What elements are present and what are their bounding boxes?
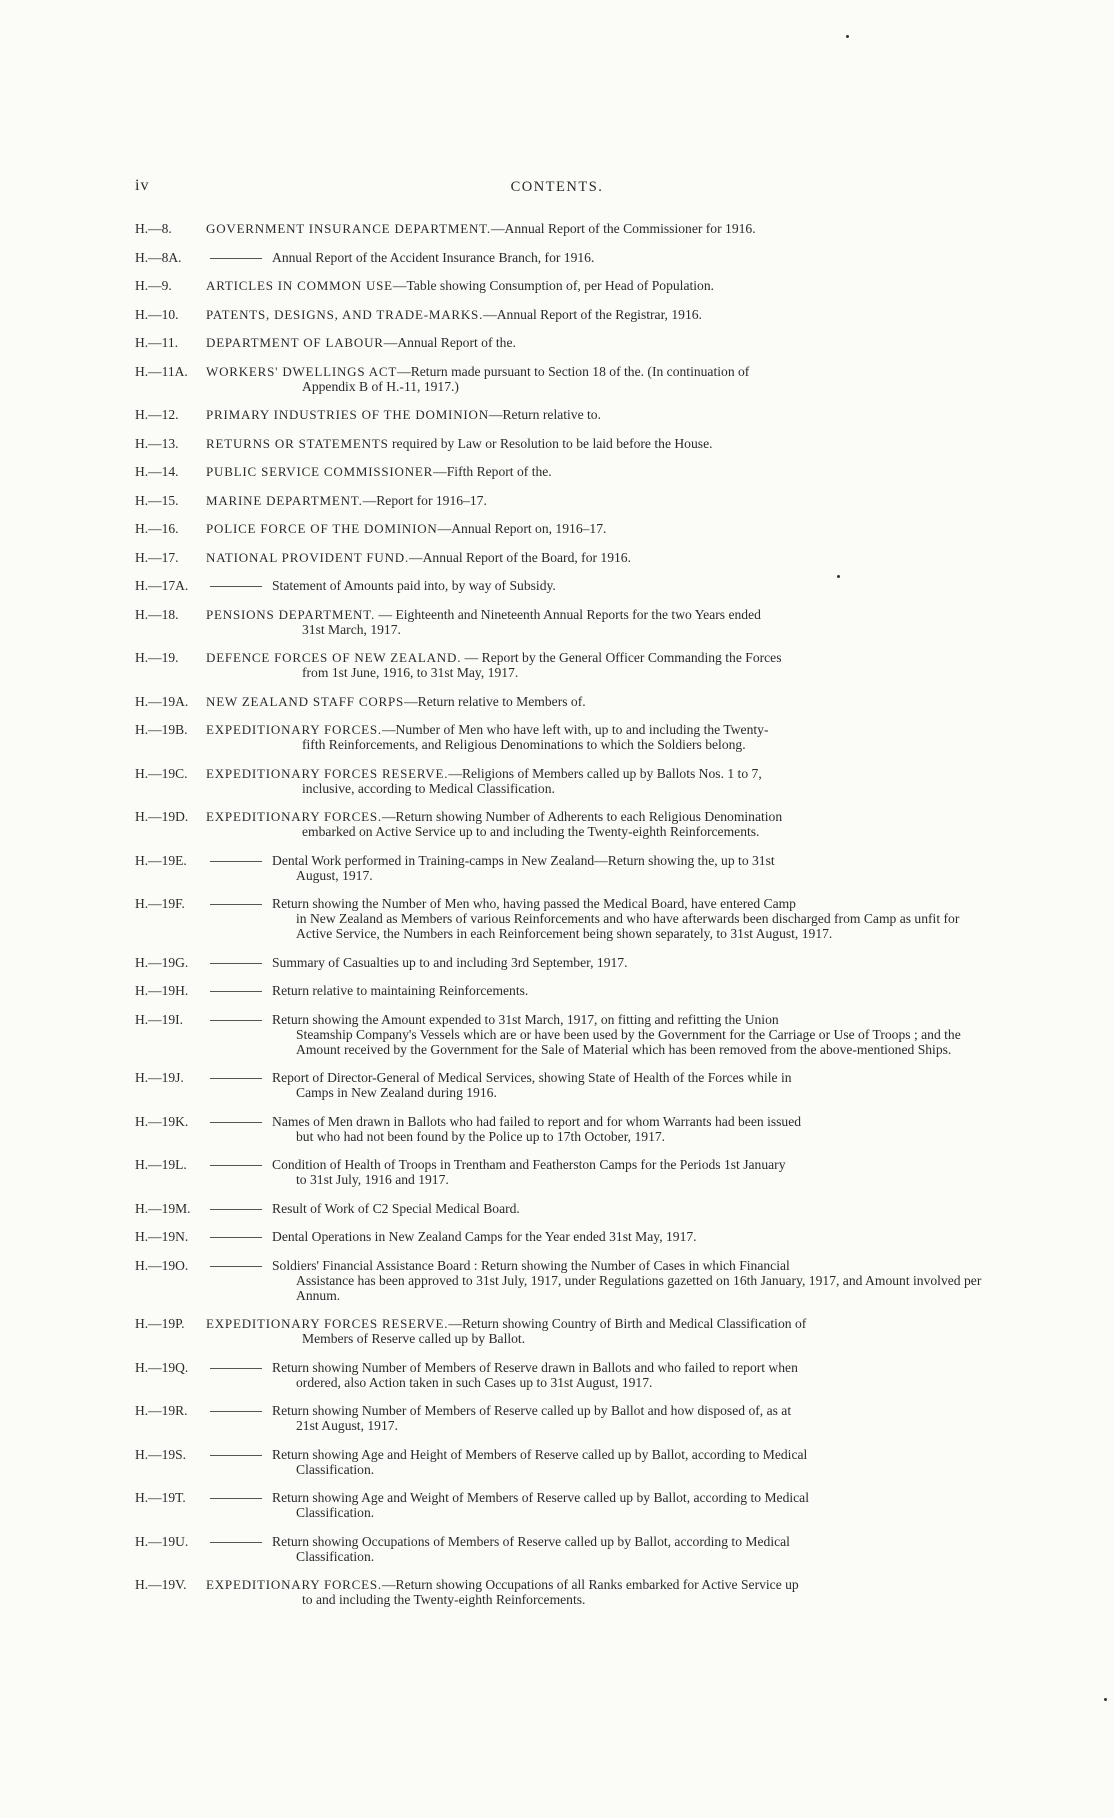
entry-continuation: ordered, also Action taken in such Cases up to 31st August, 1917. [296,1374,653,1390]
ditto-rule [210,1237,262,1238]
entry-text: —Annual Report on, 1916–17. [437,521,607,536]
entry-continuation: Appendix B of H.-11, 1917.) [302,378,459,394]
ditto-rule [210,861,262,862]
ditto-rule [210,586,262,587]
contents-entry [135,955,990,970]
paper-code: H.—8. [135,221,172,236]
entry-description [272,1258,990,1303]
entry-description [206,607,990,637]
contents-entry [135,1360,990,1390]
entry-heading: EXPEDITIONARY FORCES RESERVE. [206,765,449,781]
entry-continuation: August, 1917. [296,867,373,883]
entry-text: —Religions of Members called up by Ballots Nos. 1 to 7, [448,765,762,781]
entry-continuation: Camps in New Zealand during 1916. [296,1085,497,1100]
entry-description [272,1114,990,1144]
entry-description [272,1157,990,1187]
entry-continuation: inclusive, according to Medical Classification. [302,780,555,796]
entry-description [272,955,990,970]
entry-description [206,694,990,709]
contents-entry [135,407,990,422]
contents-entry [135,364,990,394]
entry-text: Summary of Casualties up to and including 3rd September, 1917. [272,954,628,970]
contents-entry [135,1534,990,1564]
entry-text: —Return showing Country of Birth and Medical Classification of [448,1316,807,1331]
contents-entry [135,1447,990,1477]
paper-code: H.—19N. [135,1229,189,1244]
paper-code: H.—19B. [135,722,188,737]
entry-text: —Number of Men who have left with, up to and including the Twenty- [381,722,769,737]
entry-text: Return showing Age and Weight of Members of Reserve called up by Ballot, according to Medical [272,1490,809,1505]
entry-description [206,650,990,680]
paper-code: H.—19Q. [135,1359,189,1375]
ditto-rule [210,1020,262,1021]
entry-description [206,364,990,394]
contents-entry [135,578,990,593]
ditto-rule [210,1411,262,1412]
contents-entry [135,1229,990,1244]
contents-entry [135,722,990,752]
entry-description [272,1534,990,1564]
ditto-rule [210,1498,262,1499]
entry-description [272,250,990,265]
entry-heading: PATENTS, DESIGNS, AND TRADE-MARKS. [206,306,484,322]
ditto-rule [210,1078,262,1079]
entry-text: —Annual Report of the Board, for 1916. [409,549,632,565]
entry-text: —Annual Report of the. [383,335,516,350]
paper-code: H.—19P. [135,1316,185,1331]
scan-speck [1104,1698,1107,1701]
page-number: iv [135,177,150,194]
entry-text: —Return made pursuant to Section 18 of the. (In continuation of [397,363,750,379]
entry-description [272,578,990,593]
entry-description [206,464,990,479]
contents-entry [135,493,990,508]
scan-speck [846,35,849,38]
entry-text: —Return relative to Members of. [404,693,586,709]
entry-description [206,1577,990,1607]
ditto-rule [210,1542,262,1543]
entry-text: —Return showing Occupations of all Ranks embarked for Active Service up [381,1577,799,1592]
contents-entry [135,983,990,998]
paper-code: H.—19A. [135,693,189,709]
entry-description [206,521,990,536]
entry-continuation: Classification. [296,1461,375,1477]
entry-text: Report of Director-General of Medical Services, showing State of Health of the Forces while in [272,1070,792,1085]
entry-text: — Eighteenth and Nineteenth Annual Reports for the two Years ended [375,606,761,622]
entry-description [272,896,990,941]
paper-code: H.—19O. [135,1257,189,1273]
entry-text: —Return relative to. [488,407,602,422]
entry-description [206,550,990,565]
entry-text: Statement of Amounts paid into, by way of Subsidy. [272,578,556,593]
entry-continuation: to 31st July, 1916 and 1917. [296,1172,449,1187]
entry-continuation: from 1st June, 1916, to 31st May, 1917. [302,665,519,680]
ditto-rule [210,991,262,992]
paper-code: H.—19H. [135,983,189,998]
entry-heading: MARINE DEPARTMENT. [206,492,363,508]
contents-entry [135,650,990,680]
entry-heading: PENSIONS DEPARTMENT. [206,606,376,622]
entry-continuation: Assistance has been approved to 31st July, 1917, under Regulations gazetted on 16th January, 1917, and Amount involved per Annum. [296,1272,982,1303]
paper-code: H.—10. [135,306,179,322]
entry-heading: PUBLIC SERVICE COMMISSIONER [206,464,434,479]
entry-continuation: but who had not been found by the Police up to 17th October, 1917. [296,1128,666,1144]
entry-description [272,1403,990,1433]
contents-entry [135,607,990,637]
entry-heading: DEFENCE FORCES OF NEW ZEALAND. [206,650,462,665]
contents-entry [135,464,990,479]
paper-code: H.—13. [135,435,179,451]
entry-continuation: fifth Reinforcements, and Religious Denominations to which the Soldiers belong. [302,737,746,752]
entry-heading: GOVERNMENT INSURANCE DEPARTMENT. [206,221,491,236]
ditto-rule [210,1165,262,1166]
contents-entry [135,521,990,536]
entry-description [206,722,990,752]
entry-text: Dental Work performed in Training-camps in New Zealand—Return showing the, up to 31st [272,852,775,868]
entry-description [272,1070,990,1100]
entry-continuation: in New Zealand as Members of various Reinforcements and who have afterwards been discharged from Camp as unfit for Active Service, the Numbers in each Reinforcement being shown separately, to 31st August, 1917. [296,911,960,941]
entry-text: Return showing Age and Height of Members of Reserve called up by Ballot, according to Medical [272,1446,808,1462]
contents-entry [135,1201,990,1216]
entry-text: Return showing the Number of Men who, having passed the Medical Board, have entered Camp [272,896,796,911]
entry-text: —Annual Report of the Registrar, 1916. [483,306,702,322]
entry-text: Annual Report of the Accident Insurance Branch, for 1916. [272,249,595,265]
paper-code: H.—14. [135,464,179,479]
paper-code: H.—11. [135,335,178,350]
paper-code: H.—19S. [135,1446,187,1462]
paper-code: H.—11A. [135,363,188,379]
scan-speck [837,575,840,578]
entry-heading: WORKERS' DWELLINGS ACT [206,363,398,379]
entry-description [206,307,990,322]
entry-text: Return showing Number of Members of Reserve called up by Ballot and how disposed of, as at [272,1403,792,1418]
entry-description [272,1201,990,1216]
entry-heading: PRIMARY INDUSTRIES OF THE DOMINION [206,407,489,422]
entry-description [206,278,990,293]
paper-code: H.—19V. [135,1577,187,1592]
paper-code: H.—16. [135,521,179,536]
paper-code: H.—19K. [135,1113,189,1129]
entry-description [272,1360,990,1390]
entry-text: required by Law or Resolution to be laid before the House. [388,435,713,451]
paper-code: H.—19I. [135,1011,183,1027]
entry-heading: NEW ZEALAND STAFF CORPS [206,693,405,709]
paper-code: H.—17A. [135,578,189,593]
entry-description [206,407,990,422]
contents-entry [135,1114,990,1144]
entry-text: Result of Work of C2 Special Medical Board. [272,1200,520,1216]
entry-text: Names of Men drawn in Ballots who had failed to report and for whom Warrants had been issued [272,1113,802,1129]
ditto-rule [210,1209,262,1210]
paper-code: H.—8A. [135,249,182,265]
entry-description [206,493,990,508]
paper-code: H.—19F. [135,896,185,911]
contents-entry [135,307,990,322]
contents-entry [135,853,990,883]
entry-text: Return showing Number of Members of Reserve drawn in Ballots and who failed to report when [272,1359,798,1375]
entry-continuation: 21st August, 1917. [296,1418,398,1433]
ditto-rule [210,963,262,964]
paper-code: H.—19U. [135,1533,189,1549]
paper-code: H.—9. [135,278,172,293]
contents-entry [135,1403,990,1433]
contents-entry [135,250,990,265]
entry-continuation: Classification. [296,1548,375,1564]
entry-text: Return showing the Amount expended to 31st March, 1917, on fitting and refitting the Union [272,1011,779,1027]
ditto-rule [210,1122,262,1123]
paper-code: H.—19T. [135,1490,186,1505]
contents-entry [135,1316,990,1346]
contents-entry [135,1577,990,1607]
paper-code: H.—19G. [135,954,189,970]
entry-text: Return relative to maintaining Reinforcements. [272,983,529,998]
entry-continuation: 31st March, 1917. [302,621,401,637]
paper-code: H.—17. [135,549,179,565]
paper-code: H.—19E. [135,852,187,868]
entry-description [206,1316,990,1346]
entry-text: Condition of Health of Troops in Trentham and Featherston Camps for the Periods 1st January [272,1157,786,1172]
entry-description [272,853,990,883]
entry-continuation: embarked on Active Service up to and including the Twenty-eighth Reinforcements. [302,824,760,839]
paper-code: H.—19R. [135,1403,188,1418]
entry-description [272,1490,990,1520]
contents-entry [135,1070,990,1100]
contents-entry [135,1258,990,1303]
contents-entry [135,1012,990,1057]
paper-code: H.—19. [135,650,179,665]
entry-description [206,436,990,451]
ditto-rule [210,904,262,905]
entry-heading: POLICE FORCE OF THE DOMINION [206,521,438,536]
contents-entry [135,1157,990,1187]
entry-text: Soldiers' Financial Assistance Board : Return showing the Number of Cases in which Financial [272,1257,790,1273]
entry-continuation: Steamship Company's Vessels which are or have been used by the Government for the Carriage or Use of Troops ; and the Amount received by the Government for the Sale of Material which has been removed from the above-mentioned Ships. [296,1026,961,1057]
contents-entry [135,694,990,709]
entry-continuation: to and including the Twenty-eighth Reinforcements. [302,1592,586,1607]
page-title: CONTENTS. [510,179,604,195]
entry-description [206,221,990,236]
entry-description [206,766,990,796]
paper-code: H.—12. [135,407,179,422]
entry-heading: RETURNS OR STATEMENTS [206,435,389,451]
entry-description [272,1012,990,1057]
ditto-rule [210,1368,262,1369]
contents-entry [135,1490,990,1520]
entry-description [272,1229,990,1244]
contents-entry [135,809,990,839]
entry-heading: NATIONAL PROVIDENT FUND. [206,549,410,565]
entry-continuation: Classification. [296,1505,375,1520]
entry-description [272,983,990,998]
entry-description [206,335,990,350]
entry-heading: EXPEDITIONARY FORCES. [206,1577,382,1592]
entry-description [272,1447,990,1477]
paper-code: H.—19L. [135,1157,187,1172]
entry-heading: EXPEDITIONARY FORCES RESERVE. [206,1316,449,1331]
paper-code: H.—19C. [135,765,188,781]
contents-entry [135,335,990,350]
contents-entry [135,221,990,236]
entry-text: Return showing Occupations of Members of Reserve called up by Ballot, according to Medical [272,1533,790,1549]
entry-text: — Report by the General Officer Commanding the Forces [461,650,782,665]
entry-heading: DEPARTMENT OF LABOUR [206,335,384,350]
ditto-rule [210,258,262,259]
paper-code: H.—19J. [135,1070,184,1085]
entry-continuation: Members of Reserve called up by Ballot. [302,1331,526,1346]
contents-list [135,221,990,1621]
paper-code: H.—15. [135,492,179,508]
contents-entry [135,766,990,796]
entry-text: —Fifth Report of the. [433,464,552,479]
ditto-rule [210,1266,262,1267]
entry-text: —Return showing Number of Adherents to each Religious Denomination [381,809,783,824]
paper-code: H.—19D. [135,809,189,824]
entry-text: —Report for 1916–17. [362,492,487,508]
entry-text: —Table showing Consumption of, per Head of Population. [392,278,715,293]
paper-code: H.—18. [135,606,179,622]
contents-entry [135,278,990,293]
contents-entry [135,436,990,451]
entry-heading: EXPEDITIONARY FORCES. [206,722,382,737]
entry-heading: ARTICLES IN COMMON USE [206,278,393,293]
paper-code: H.—19M. [135,1200,191,1216]
entry-description [206,809,990,839]
entry-heading: EXPEDITIONARY FORCES. [206,809,382,824]
contents-entry [135,896,990,941]
entry-text: —Annual Report of the Commissioner for 1916. [490,221,756,236]
entry-text: Dental Operations in New Zealand Camps for the Year ended 31st May, 1917. [272,1229,697,1244]
ditto-rule [210,1455,262,1456]
contents-entry [135,550,990,565]
